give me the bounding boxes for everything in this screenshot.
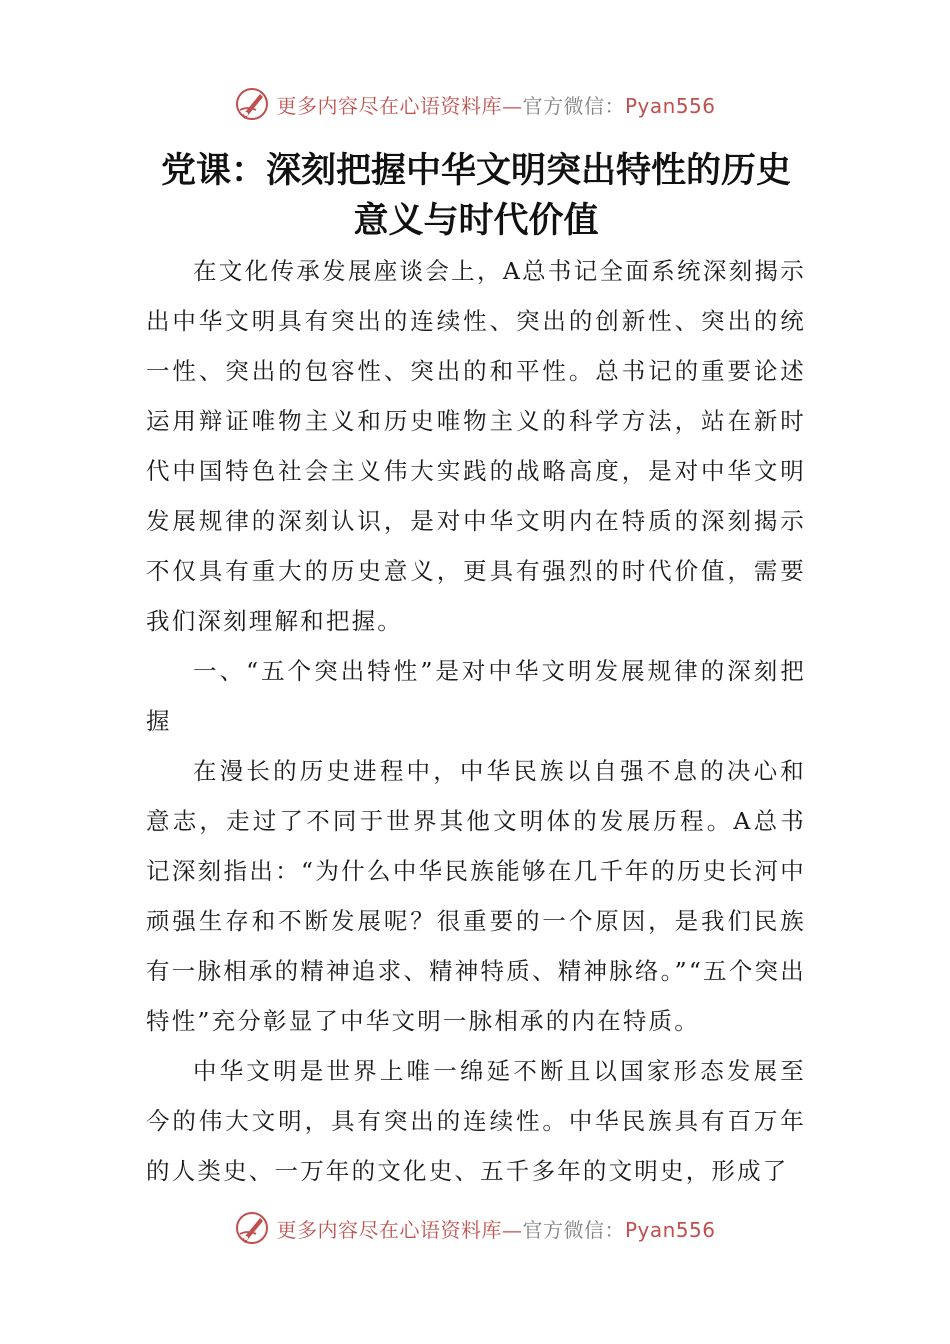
pen-nib-logo-icon bbox=[234, 86, 270, 122]
section-heading-one: 一、“五个突出特性”是对中华文明发展规律的深刻把握 bbox=[146, 657, 806, 735]
document-body bbox=[146, 246, 806, 1196]
footer-watermark-banner bbox=[0, 1208, 950, 1248]
banner-text: 更多内容尽在心语资料库—官方微信：Pyan556 bbox=[276, 1217, 716, 1242]
paragraph-history: 在漫长的历史进程中，中华民族以自强不息的决心和意志，走过了不同于世界其他文明体的发展历程。A总书记深刻指出：“为什么中华民族能够在几千年的历史长河中顽强生存和不断发展呢？很重要的一个原因，是我们民族有一脉相承的精神追求、精神特质、精神脉络。”“五个突出特性”充分彰显了中华文明一脉相承的内在特质。 bbox=[146, 757, 806, 1035]
paragraph-continuity: 中华文明是世界上唯一绵延不断且以国家形态发展至今的伟大文明，具有突出的连续性。中华民族具有百万年的人类史、一万年的文化史、五千多年的文明史，形成了 bbox=[146, 1057, 806, 1185]
page-title: 党课：深刻把握中华文明突出特性的历史意义与时代价值 bbox=[160, 151, 791, 241]
banner-text: 更多内容尽在心语资料库—官方微信：Pyan556 bbox=[276, 93, 716, 118]
pen-nib-logo-icon bbox=[234, 1210, 270, 1246]
paragraph-intro: 在文化传承发展座谈会上，A总书记全面系统深刻揭示出中华文明具有突出的连续性、突出的创新性、突出的统一性、突出的包容性、突出的和平性。总书记的重要论述运用辩证唯物主义和历史唯物主义的科学方法，站在新时代中国特色社会主义伟大实践的战略高度，是对中华文明发展规律的深刻认识，是对中华文明内在特质的深刻揭示不仅具有重大的历史意义，更具有强烈的时代价值，需要我们深刻理解和把握。 bbox=[146, 257, 806, 635]
header-watermark-banner bbox=[0, 84, 950, 124]
